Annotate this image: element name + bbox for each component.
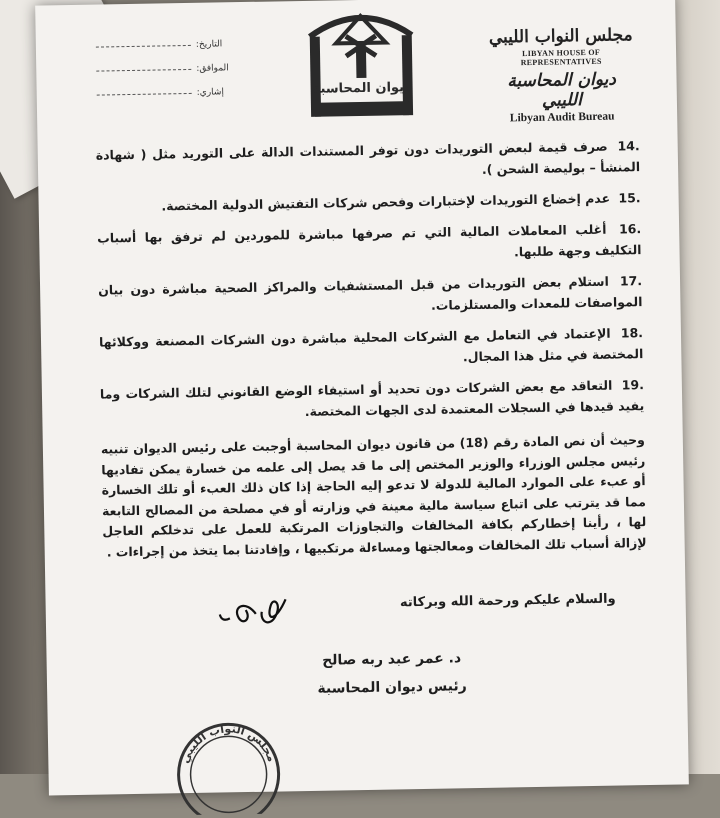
date-field: التاريخ : bbox=[96, 32, 256, 59]
audit-bureau-logo-icon bbox=[305, 7, 417, 121]
item-number: .14 bbox=[617, 138, 640, 154]
organization-header bbox=[486, 25, 638, 125]
bureau-name-english: Libyan Audit Bureau bbox=[509, 110, 615, 125]
item-text: أغلب المعاملات المالية التي تم صرفها مباشرة للموردين لم ترفق بها أسباب التكليف وجهة طلبها. bbox=[97, 221, 642, 260]
reference-label: إشاري bbox=[199, 87, 225, 98]
stamp-text-path: مجلس النواب الليبي bbox=[178, 722, 279, 765]
item-number: .16 bbox=[618, 221, 642, 237]
org-name-english: LIBYAN HOUSE OF REPRESENTATIVES bbox=[520, 47, 602, 68]
bureau-name-arabic: ديوان المحاسبة الليبي bbox=[507, 69, 617, 111]
item-text: استلام بعض التوريدات من قبل المستشفيات والمراكز الصحية مباشرة دون بيان المواصفات للمعدات والمستلزمات. bbox=[97, 273, 643, 313]
closing-salutation: والسلام عليكم ورحمة الله وبركاته bbox=[399, 591, 616, 611]
corresponding-date-label: الموافق bbox=[199, 63, 229, 74]
reference-field: إشاري : bbox=[97, 80, 257, 107]
document-body bbox=[96, 135, 647, 562]
signatory-title: رئيس ديوان المحاسبة bbox=[317, 678, 467, 697]
legal-paragraph: وحيث أن نص المادة رقم (18) من قانون ديوان المحاسبة أوجبت على رئيس الديوان تنبيه رئيس مجلس الوزراء والوزير المختص إلى ما قد يصل إلى علمه من خسارة يمكن تفاديها أو عبء على الموارد المالية للدولة لا تدعو إليه الحاجة إذا كان ذلك العبء أو تلك الخسارة مما قد يترتب على اتباع سياسة مالية معينة في وزارته أو في مصلحة من المصالح التابعة لها ، رأينا إخطاركم بكافة المخالفات والتجاوزات المرتكبة للعمل على تدخلكم العاجل لإزالة أسباب تلك المخالفات ومعالجتها ومساءلة مرتكبيها ، وإفادتنا بما يتخذ من إجراءات . bbox=[100, 432, 647, 559]
item-text: التعاقد مع بعض الشركات دون تحديد أو استيفاء الوضع القانوني لتلك الشركات وما يفيد قيدها في السجلات المعتمدة لدى الجهات المختصة. bbox=[99, 377, 645, 419]
list-item bbox=[98, 270, 643, 321]
item-text: عدم إخضاع التوريدات لإختبارات وفحص شركات التفتيش الدولية المختصة. bbox=[161, 190, 611, 214]
list-item bbox=[96, 135, 641, 186]
date-label: التاريخ bbox=[198, 39, 223, 50]
document-page bbox=[35, 0, 689, 796]
corresponding-date-line bbox=[96, 68, 191, 72]
corresponding-date-field: الموافق : bbox=[96, 56, 256, 83]
official-stamp-icon bbox=[168, 713, 290, 815]
item-number: .15 bbox=[618, 190, 641, 206]
item-text: صرف قيمة لبعض التوريدات دون توفر المستندات الدالة على التوريد مثل ( شهادة المنشأ – بوليصة الشحن ). bbox=[95, 138, 641, 177]
logo-text: ديوان المحاسبة bbox=[312, 80, 411, 97]
list-item bbox=[100, 374, 645, 425]
signatory-name: د. عمر عبد ربه صالح bbox=[322, 650, 462, 669]
org-name-arabic: مجلس النواب الليبي bbox=[488, 25, 633, 48]
item-number: .18 bbox=[620, 325, 644, 341]
reference-line bbox=[97, 92, 192, 96]
item-number: .17 bbox=[619, 273, 643, 289]
item-number: .19 bbox=[621, 377, 644, 393]
item-text: الإعتماد في التعامل مع الشركات المحلية مباشرة دون الشركات المصنعة ووكلائها المختصة في مثل هذا المجال. bbox=[98, 325, 644, 365]
list-item bbox=[97, 218, 642, 269]
list-item bbox=[96, 187, 640, 217]
list-item bbox=[99, 322, 644, 373]
reference-fields bbox=[96, 32, 257, 107]
date-line bbox=[96, 44, 191, 48]
